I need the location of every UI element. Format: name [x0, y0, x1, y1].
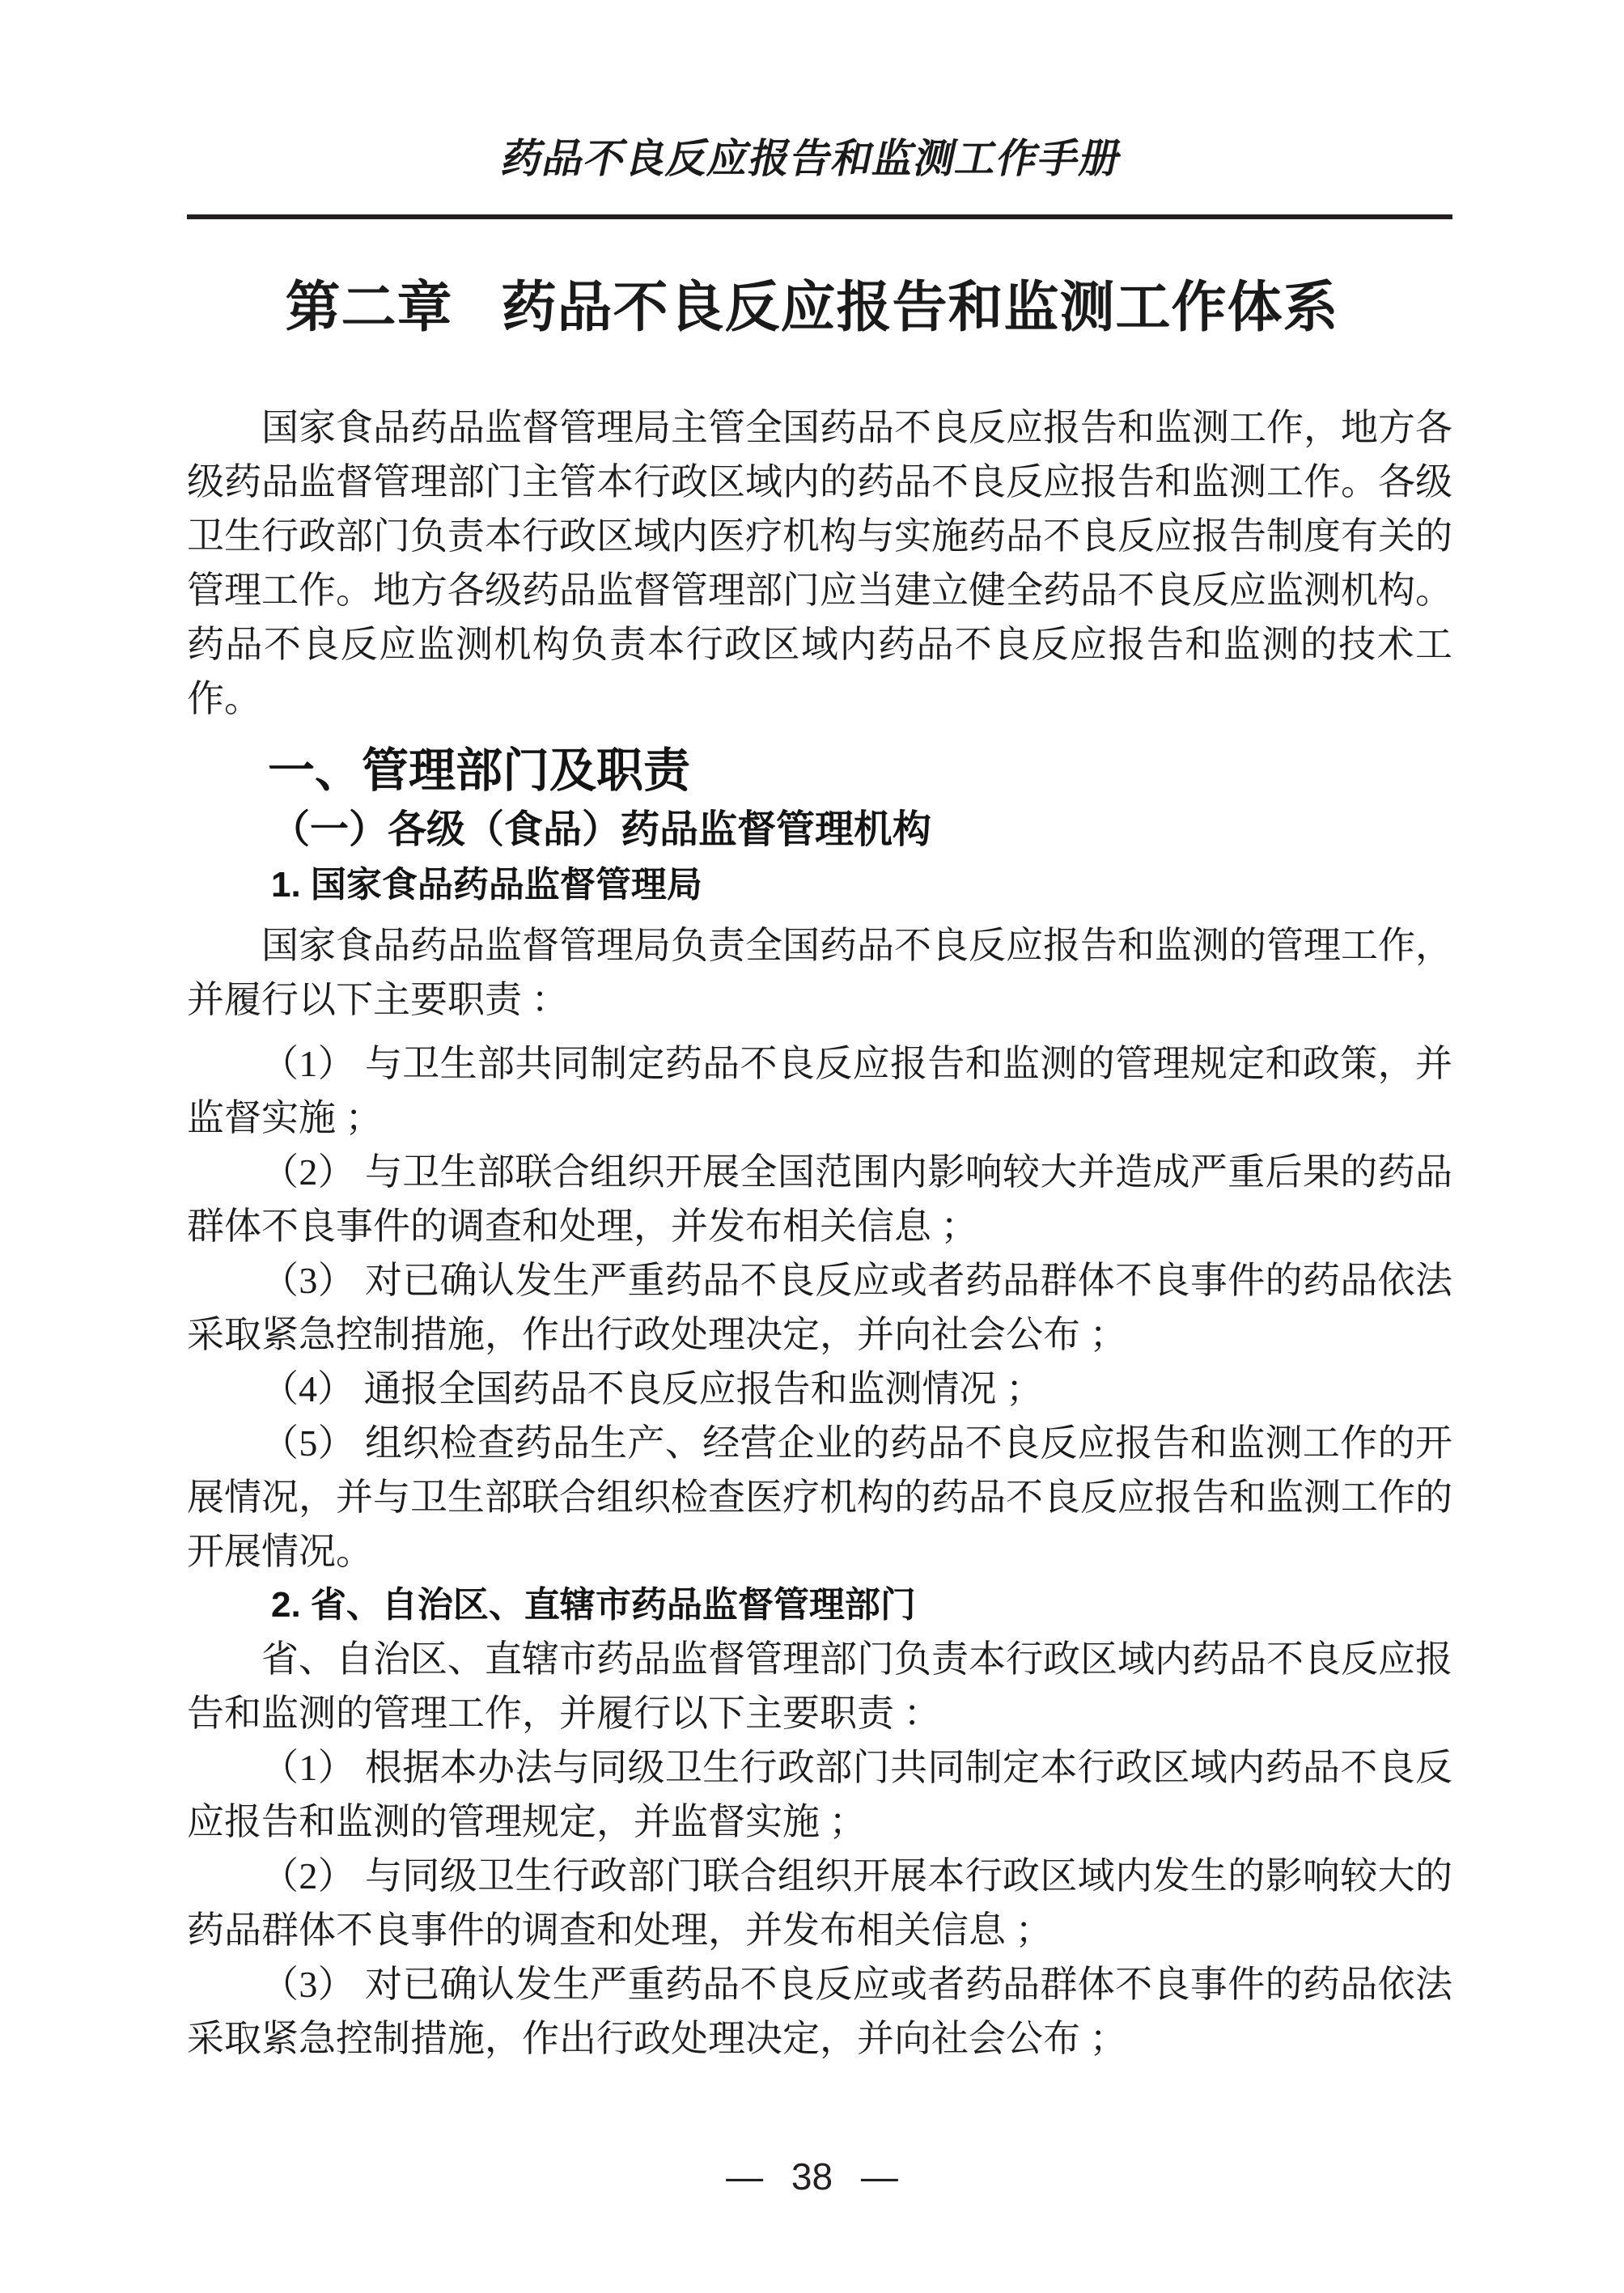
section-heading: 一、管理部门及职责: [268, 744, 691, 797]
running-header-text: 药品不良反应报告和监测工作手册: [498, 136, 1126, 181]
chapter-title: 药品不良反应报告和监测工作体系: [501, 277, 1339, 338]
item-2-duty-1: （1） 根据本办法与同级卫生行政部门共同制定本行政区域内药品不良反应报告和监测的管理规定，并监督实施 ；: [187, 1747, 1452, 1842]
item-2-duty-2: （2） 与同级卫生行政部门联合组织开展本行政区域内发生的影响较大的药品群体不良事件的调查和处理，并发布相关信息 ；: [187, 1855, 1452, 1951]
header-divider: [187, 214, 1452, 219]
item-2-duty-3: （3） 对已确认发生严重药品不良反应或者药品群体不良事件的药品依法采取紧急控制措施，作出行政处理决定，并向社会公布 ；: [187, 1964, 1452, 2059]
item-2-lead-paragraph: 省、自治区、直辖市药品监督管理部门负责本行政区域内药品不良反应报告和监测的管理工作，并履行以下主要职责 ：: [187, 1638, 1452, 1734]
page-body: [187, 401, 1452, 2066]
item-1-heading: 1. 国家食品药品监督管理局: [271, 865, 702, 905]
running-header: [0, 134, 1624, 183]
chapter-label: 第二章: [285, 277, 453, 338]
item-1-duty-4: （4） 通报全国药品不良反应报告和监测情况 ；: [261, 1368, 1043, 1409]
item-1-duty-5: （5） 组织检查药品生产、经营企业的药品不良反应报告和监测工作的开展情况，并与卫生部联合组织检查医疗机构的药品不良反应报告和监测工作的开展情况。: [187, 1422, 1452, 1572]
item-2-heading: 2. 省、自治区、直辖市药品监督管理部门: [271, 1585, 916, 1625]
intro-paragraph: 国家食品药品监督管理局主管全国药品不良反应报告和监测工作，地方各级药品监督管理部门主管本行政区域内的药品不良反应报告和监测工作。各级卫生行政部门负责本行政区域内医疗机构与实施药品不良反应报告制度有关的管理工作。地方各级药品监督管理部门应当建立健全药品不良反应监测机构。药品不良反应监测机构负责本行政区域内药品不良反应报告和监测的技术工作。: [187, 407, 1452, 719]
item-1-duty-1: （1） 与卫生部共同制定药品不良反应报告和监测的管理规定和政策，并监督实施 ；: [187, 1043, 1452, 1138]
page-number: — 38 —: [726, 2155, 898, 2198]
item-1-lead-paragraph: 国家食品药品监督管理局负责全国药品不良反应报告和监测的管理工作，并履行以下主要职责 ：: [187, 925, 1452, 1020]
chapter-heading: [0, 273, 1624, 341]
item-1-duty-3: （3） 对已确认发生严重药品不良反应或者药品群体不良事件的药品依法采取紧急控制措施，作出行政处理决定，并向社会公布 ；: [187, 1260, 1452, 1355]
item-1-duty-2: （2） 与卫生部联合组织开展全国范围内影响较大并造成严重后果的药品群体不良事件的调查和处理，并发布相关信息 ；: [187, 1151, 1452, 1247]
subsection-heading: （一）各级（食品）药品监督管理机构: [271, 808, 932, 851]
